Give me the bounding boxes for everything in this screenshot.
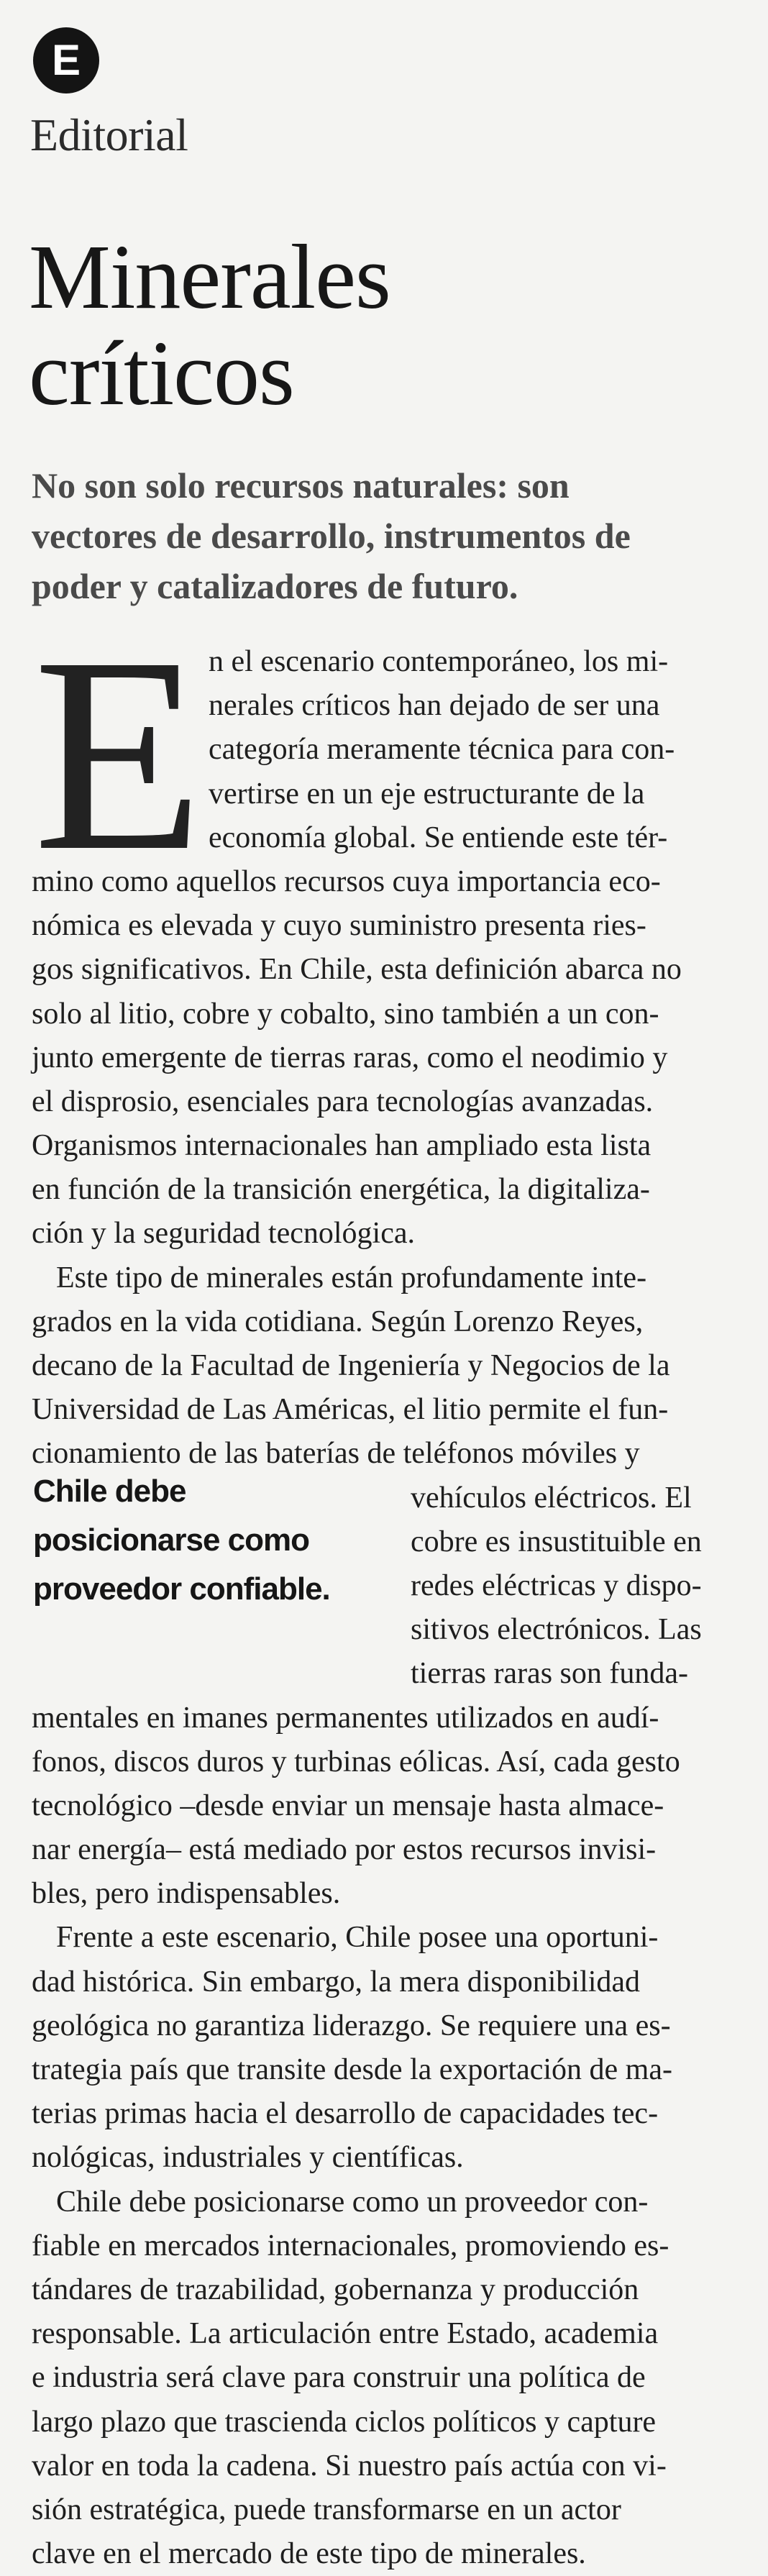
deck-line: poder y catalizadores de futuro. [32, 566, 518, 606]
body-line: tecnológico –desde enviar un mensaje hasta almace- [32, 1789, 664, 1822]
body-line: ción y la seguridad tecnológica. [32, 1217, 415, 1251]
body-line: fonos, discos duros y turbinas eólicas. Así, cada gesto [32, 1745, 680, 1778]
section-badge-icon: E [33, 27, 99, 93]
body-line: valor en toda la cadena. Si nuestro país actúa con vi- [32, 2449, 667, 2483]
pull-quote-line: proveedor confiable. [33, 1571, 330, 1607]
body-line: solo al litio, cobre y cobalto, sino también a un con- [32, 997, 659, 1031]
body-line: mentales en imanes permanentes utilizados en audí- [32, 1701, 659, 1735]
pull-quote-line: posicionarse como [33, 1522, 310, 1558]
body-line: mino como aquellos recursos cuya importancia eco- [32, 864, 661, 898]
body-line: trategia país que transite desde la exportación de ma- [32, 2053, 672, 2086]
body-line: Universidad de Las Américas, el litio permite el fun- [32, 1393, 669, 1427]
body-line: n el escenario contemporáneo, los mi- [209, 645, 669, 678]
section-label: Editorial [30, 109, 188, 160]
headline-line: Minerales [29, 226, 390, 328]
body-line: decano de la Facultad de Ingeniería y Negocios de la [32, 1349, 670, 1382]
body-line: Organismos internacionales han ampliado esta lista [32, 1129, 652, 1163]
headline-line: críticos [29, 322, 294, 424]
body-line: gos significativos. En Chile, esta definición abarca no [32, 953, 682, 987]
body-line: vehículos eléctricos. El [411, 1481, 692, 1515]
body-line: bles, pero indispensables. [32, 1877, 341, 1911]
body-line: Chile debe posicionarse como un proveedor con- [56, 2185, 649, 2219]
body-line: redes eléctricas y dispo- [411, 1568, 702, 1602]
body-line: grados en la vida cotidiana. Según Lorenzo Reyes, [32, 1305, 644, 1338]
body-line: categoría meramente técnica para con- [209, 733, 675, 767]
body-line: junto emergente de tierras raras, como el neodimio y [32, 1041, 668, 1074]
deck-line: vectores de desarrollo, instrumentos de [32, 516, 631, 556]
body-line: nerales críticos han dejado de ser una [209, 689, 660, 723]
body-line: largo plazo que trascienda ciclos políticos y capture [32, 2405, 657, 2439]
body-line: nar energía– está mediado por estos recursos invisi- [32, 1833, 657, 1867]
body-line: nómica es elevada y cuyo suministro presenta ries- [32, 909, 646, 943]
article-body [32, 599, 744, 2576]
pull-quote-line: Chile debe [33, 1474, 186, 1509]
body-line: Este tipo de minerales están profundamente inte- [56, 1261, 647, 1294]
body-line: fiable en mercados internacionales, promoviendo es- [32, 2229, 669, 2262]
body-line: tándares de trazabilidad, gobernanza y producción [32, 2273, 639, 2306]
headline [29, 226, 390, 424]
body-line: en función de la transición energética, la digitaliza- [32, 1173, 650, 1207]
deck-line: No son solo recursos naturales: son [32, 465, 570, 506]
drop-cap: E [33, 599, 204, 908]
body-line: Frente a este escenario, Chile posee una oportuni- [56, 1921, 659, 1955]
body-line: economía global. Se entiende este tér- [209, 821, 668, 854]
body-line: sión estratégica, puede transformarse en un actor [32, 2493, 621, 2526]
body-line: nológicas, industriales y científicas. [32, 2141, 464, 2175]
deck [32, 460, 744, 611]
body-line: sitivos electrónicos. Las [411, 1613, 702, 1647]
body-line: e industria será clave para construir una política de [32, 2361, 646, 2395]
body-line: tierras raras son funda- [411, 1657, 688, 1691]
body-line: terias primas hacia el desarrollo de capacidades tec- [32, 2097, 659, 2131]
body-line: cobre es insustituible en [411, 1525, 702, 1558]
body-line: cionamiento de las baterías de teléfonos móviles y [32, 1437, 640, 1471]
body-line: geológica no garantiza liderazgo. Se requiere una es- [32, 2009, 671, 2042]
body-line: responsable. La articulación entre Estado, academia [32, 2317, 659, 2351]
body-line: el disprosio, esenciales para tecnologías avanzadas. [32, 1084, 654, 1118]
body-line: vertirse en un eje estructurante de la [209, 777, 645, 810]
body-line: clave en el mercado de este tipo de minerales. [32, 2537, 586, 2571]
body-line: dad histórica. Sin embargo, la mera disponibilidad [32, 1965, 641, 1999]
